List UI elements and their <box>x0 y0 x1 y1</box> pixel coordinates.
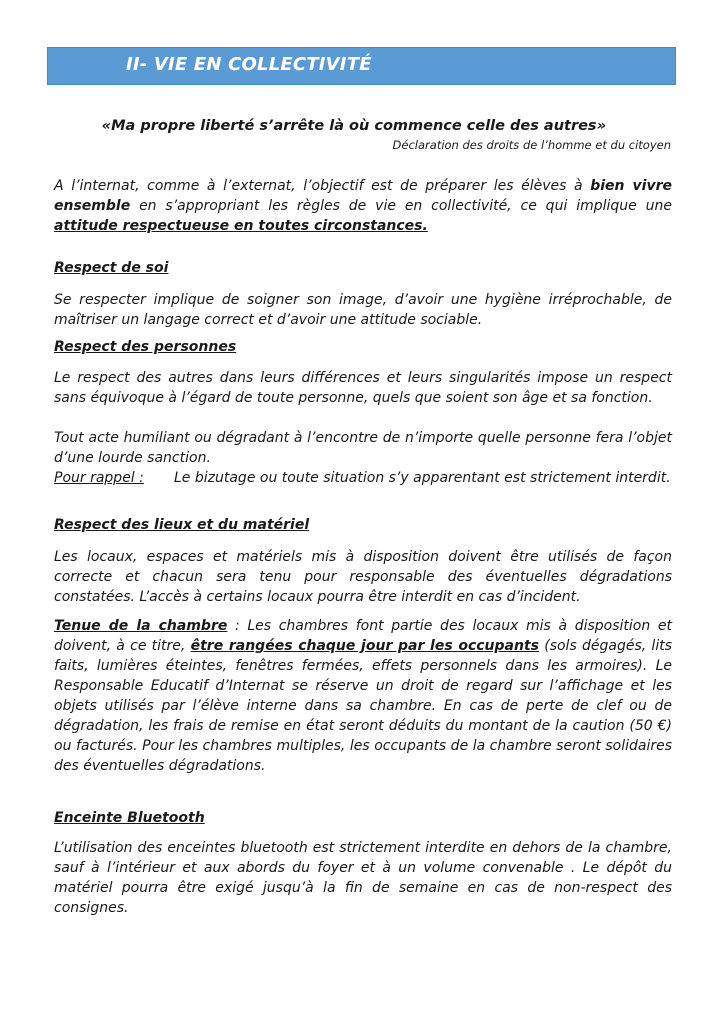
respect-personnes-paragraph-1: Le respect des autres dans leurs différences et leurs singularités impose un respect sans équivoque à l’égard de toute personne, quels que soient son âge et sa fonction. <box>54 370 672 406</box>
rappel-label: Pour rappel : <box>54 470 144 486</box>
respect-soi-paragraph: Se respecter implique de soigner son image, d’avoir une hygiène irréprochable, de maîtriser un langage correct et d’avoir une attitude sociable. <box>54 292 672 328</box>
tenue-chambre-bold-underline: être rangées chaque jour par les occupants <box>190 638 539 654</box>
rappel-block <box>54 468 672 508</box>
section-title: II- VIE EN COLLECTIVITÉ <box>126 54 372 75</box>
heading-respect-lieux: Respect des lieux et du matériel <box>54 517 310 533</box>
quote-source: Déclaration des droits de l’homme et du citoyen <box>392 138 671 152</box>
respect-lieux-paragraph: Les locaux, espaces et matériels mis à disposition doivent être utilisés de façon correcte et chacun sera tenu pour responsable des éventuelles dégradations constatées. L’accès à certains locaux pourra être interdit en cas d’incident. <box>54 549 672 605</box>
intro-bold-underline-1: attitude respectueuse en toutes circonstances. <box>54 218 428 234</box>
heading-bluetooth: Enceinte Bluetooth <box>54 810 205 826</box>
tenue-chambre-text-1: : Les chambres font partie des locaux mis à disposition et doivent, à ce titre, <box>54 618 672 654</box>
intro-bold-1: bien vivre ensemble <box>54 178 673 214</box>
quote-text: «Ma propre liberté s’arrête là où commence celle des autres» <box>101 118 606 134</box>
heading-respect-soi: Respect de soi <box>54 260 169 276</box>
section-banner <box>47 47 676 85</box>
rappel-text: Le bizutage ou toute situation s’y apparentant est strictement interdit. <box>174 470 671 486</box>
tenue-chambre-paragraph <box>54 616 672 776</box>
tenue-chambre-label: Tenue de la chambre <box>54 618 228 634</box>
bluetooth-paragraph: L’utilisation des enceintes bluetooth est strictement interdite en dehors de la chambre, sauf à l’intérieur et aux abords du foyer et à un volume convenable . Le dépôt du matériel pourra être exigé jusqu’à la fin de semaine en cas de non-respect des consignes. <box>54 840 672 916</box>
tenue-chambre-text-2: (sols dégagés, lits faits, lumières éteintes, fenêtres fermées, effets personnels dans les armoires). Le Responsable Educatif d’Internat se réserve un droit de regard sur l’affichage et les objets utilisés par l’élève interne dans sa chambre. En cas de perte de clef ou de dégradation, les frais de remise en état seront déduits du montant de la caution (50 €) ou facturés. Pour les chambres multiples, les occupants de la chambre seront solidaires des éventuelles dégradations. <box>54 638 672 774</box>
intro-text-1: A l’internat, comme à l’externat, l’objectif est de préparer les élèves à <box>54 178 591 194</box>
intro-text-2: en s’appropriant les règles de vie en collectivité, ce qui implique une <box>130 198 672 214</box>
intro-paragraph <box>54 176 672 236</box>
respect-personnes-paragraph-2: Tout acte humiliant ou dégradant à l’encontre de n’importe quelle personne fera l’objet d’une lourde sanction. <box>54 430 672 466</box>
heading-respect-personnes: Respect des personnes <box>54 339 237 355</box>
